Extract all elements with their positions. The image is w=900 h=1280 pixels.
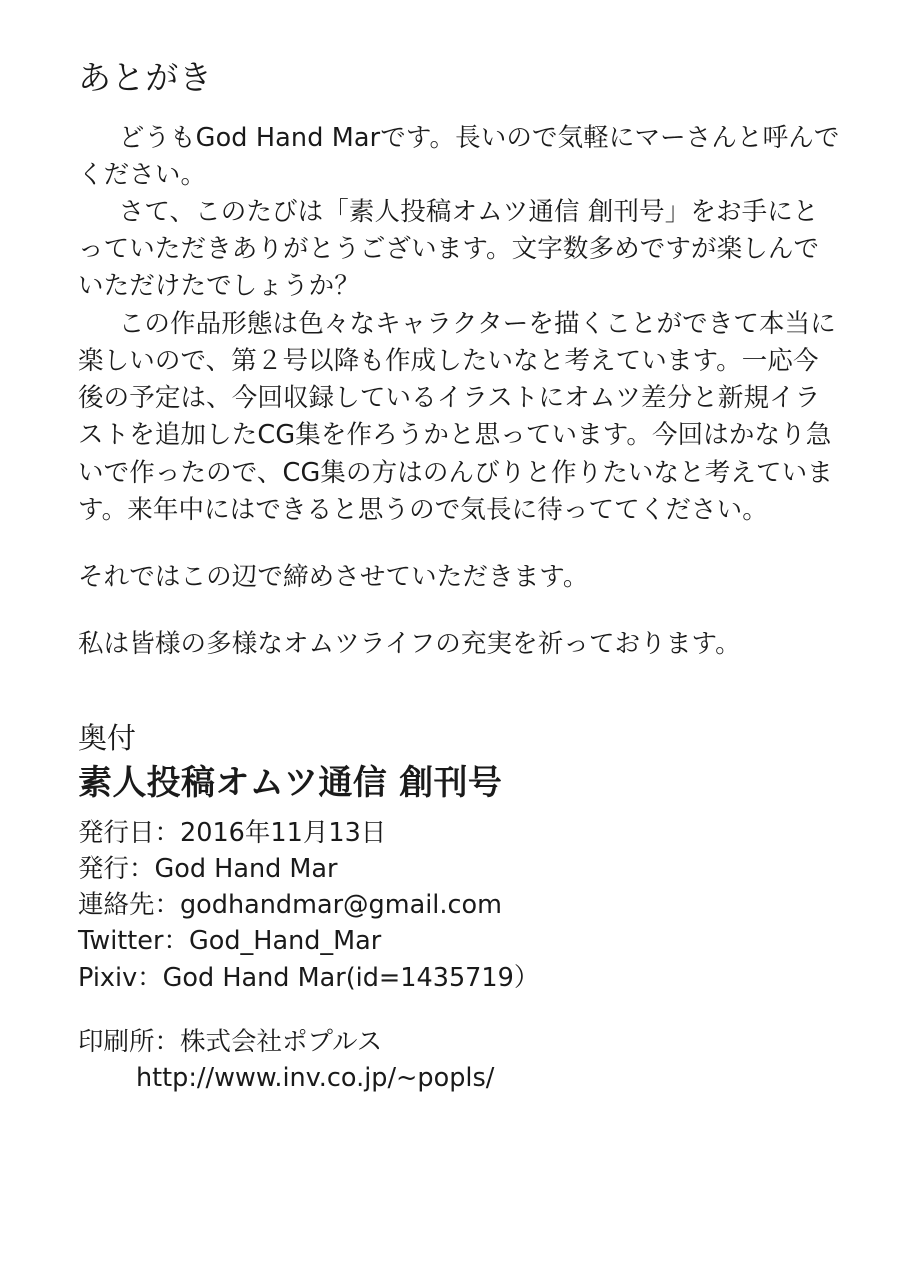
colophon-printer-block [78,1024,840,1096]
colophon-heading: 奥付 [78,721,137,756]
colophon-twitter: Twitter：God_Hand_Mar [78,926,382,957]
colophon-publish-date: 発行日：2016年11月13日 [78,817,387,848]
afterword-body [78,120,840,664]
afterword-paragraph-3: この作品形態は色々なキャラクターを描くことができて本当に楽しいので、第２号以降も作成したいなと考えています。一応今後の予定は、今回収録しているイラストにオムツ差分と新規イラストを追加したCG集を作ろうかと思っています。今回はかなり急いで作ったので、CG集の方はのんびりと作りたいなと考えています。来年中にはできると思うので気長に待っててください。 [78,308,836,525]
colophon-pixiv: Pixiv：God Hand Mar(id=1435719） [78,962,540,993]
afterword-paragraph-1: どうもGod Hand Marです。長いので気軽にマーさんと呼んでください。 [78,122,840,190]
colophon-book-title: 素人投稿オムツ通信 創刊号 [78,763,503,804]
spacer [78,596,840,626]
colophon-publisher: 発行：God Hand Mar [78,853,338,884]
spacer [78,529,840,559]
colophon-section [78,721,840,1096]
colophon-printer-url: http://www.inv.co.jp/~popls/ [136,1062,495,1093]
afterword-paragraph-2: さて、このたびは「素人投稿オムツ通信 創刊号」をお手にとっていただきありがとうございます。文字数多めですが楽しんでいただけたでしょうか？ [78,197,820,302]
afterword-closing-2: 私は皆様の多様なオムツライフの充実を祈っております。 [78,629,741,660]
afterword-closing-1: それではこの辺で締めさせていただきます。 [78,562,589,592]
afterword-title: あとがき [78,58,213,97]
colophon-contact-email: 連絡先：godhandmar@gmail.com [78,890,502,921]
colophon-printer-name: 印刷所：株式会社ポプルス [78,1026,383,1057]
